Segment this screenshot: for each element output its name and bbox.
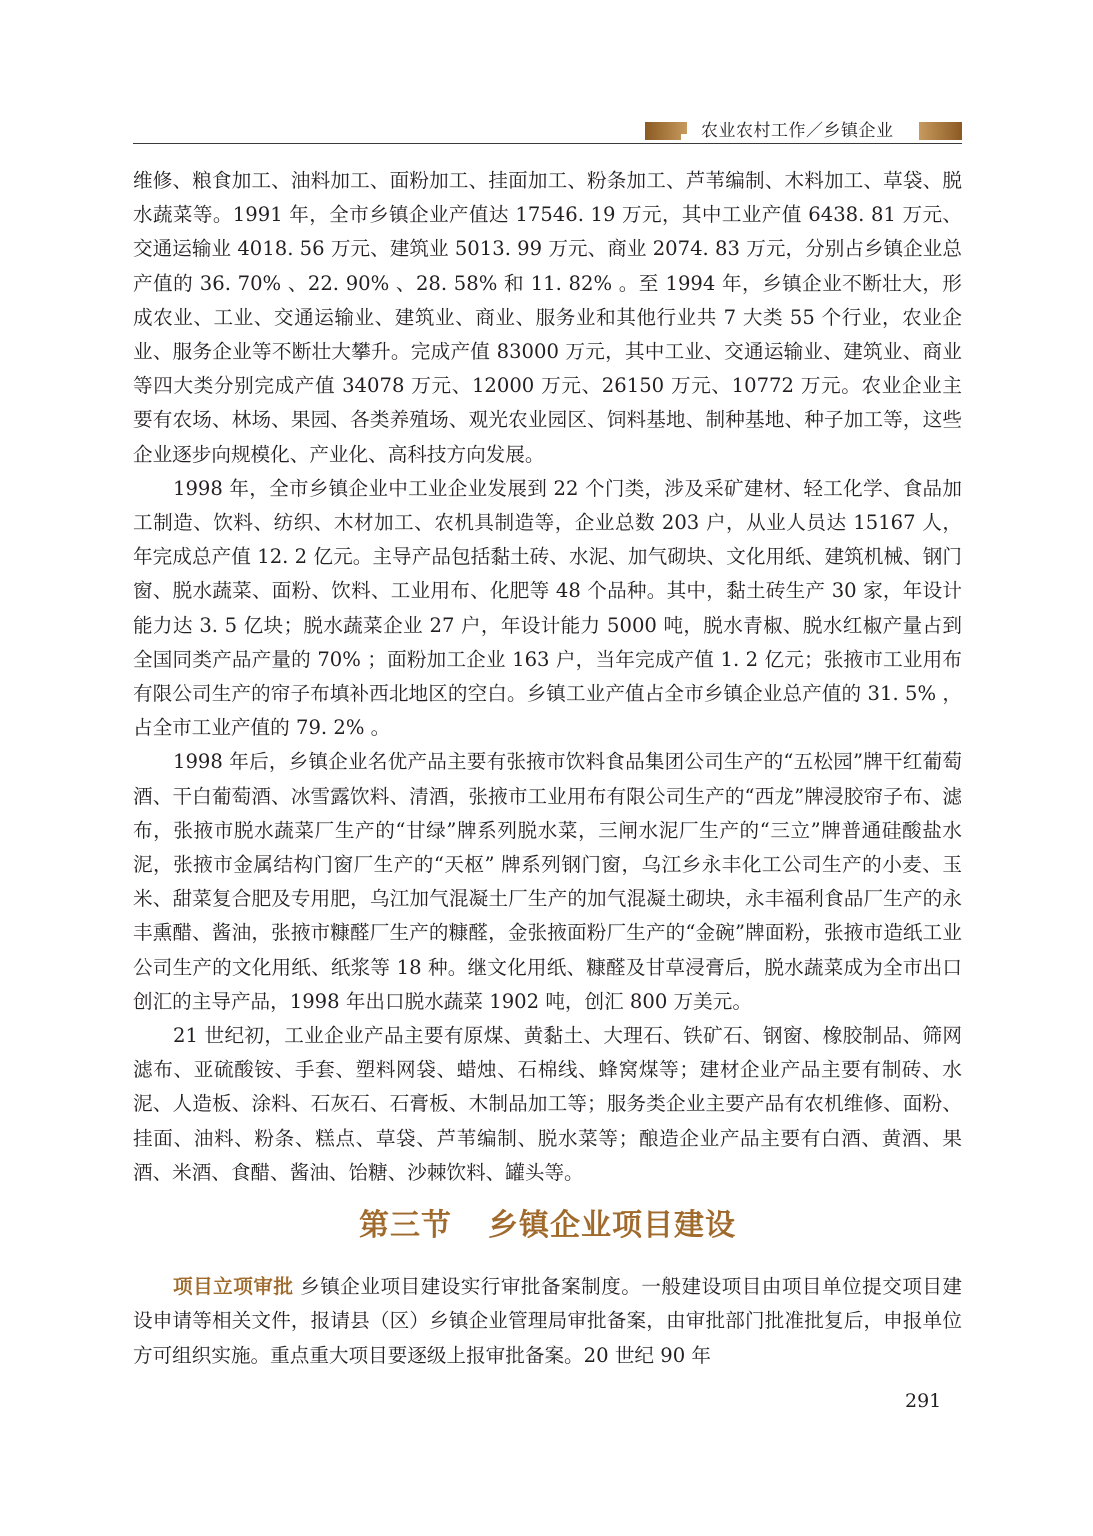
page-number: 291 <box>905 1390 942 1412</box>
subsection-lead: 项目立项审批 <box>173 1275 294 1299</box>
body-paragraph-3: 1998 年后，乡镇企业名优产品主要有张掖市饮料食品集团公司生产的“五松园”牌干红葡萄酒、干白葡萄酒、冰雪露饮料、清酒，张掖市工业用布有限公司生产的“西龙”牌浸胶帘子布、滤布，张掖市脱水蔬菜厂生产的“甘绿”牌系列脱水菜，三闸水泥厂生产的“三立”牌普通硅酸盐水泥，张掖市金属结构门窗厂生产的“天枢” 牌系列钢门窗，乌江乡永丰化工公司生产的小麦、玉米、甜菜复合肥及专用肥，乌江加气混凝土厂生产的加气混凝土砌块，永丰福利食品厂生产的永丰熏醋、酱油，张掖市糠醛厂生产的糠醛，金张掖面粉厂生产的“金碗”牌面粉，张掖市造纸工业公司生产的文化用纸、纸浆等 18 种。继文化用纸、糠醛及甘草浸膏后，脱水蔬菜成为全市出口创汇的主导产品，1998 年出口脱水蔬菜 1902 吨，创汇 800 万美元。 <box>133 750 962 1013</box>
page-body <box>133 164 962 1373</box>
body-paragraph-2: 1998 年，全市乡镇企业中工业企业发展到 22 个门类，涉及采矿建材、轻工化学、食品加工制造、饮料、纺织、木材加工、农机具制造等，企业总数 203 户，从业人员达 15167 人，年完成总产值 12. 2 亿元。主导产品包括黏土砖、水泥、加气砌块、文化用纸、建筑机械、钢门窗、脱水蔬菜、面粉、饮料、工业用布、化肥等 48 个品种。其中，黏土砖生产 30 家，年设计能力达 3. 5 亿块；脱水蔬菜企业 27 户，年设计能力 5000 吨，脱水青椒、脱水红椒产量占到全国同类产品产量的 70% ；面粉加工企业 163 户，当年完成产值 1. 2 亿元；张掖市工业用布有限公司生产的帘子布填补西北地区的空白。乡镇工业产值占全市乡镇企业总产值的 31. 5% ，占全市工业产值的 79. 2% 。 <box>133 476 962 740</box>
section-heading <box>133 1204 962 1248</box>
body-paragraph-1: 维修、粮食加工、油料加工、面粉加工、挂面加工、粉条加工、芦苇编制、木料加工、草袋、脱水蔬菜等。1991 年，全市乡镇企业产值达 17546. 19 万元，其中工业产值 6438. 81 万元、交通运输业 4018. 56 万元、建筑业 5013. 99 万元、商业 2074. 83 万元，分别占乡镇企业总产值的 36. 70% 、22. 90% 、28. 58% 和 11. 82% 。至 1994 年，乡镇企业不断壮大，形成农业、工业、交通运输业、建筑业、商业、服务业和其他行业共 7 大类 55 个行业，农业企业、服务企业等不断壮大攀升。完成产值 83000 万元，其中工业、交通运输业、建筑业、商业等四大类分别完成产值 34078 万元、12000 万元、26150 万元、10772 万元。农业企业主要有农场、林场、果园、各类养殖场、观光农业园区、饲料基地、制种基地、种子加工等，这些企业逐步向规模化、产业化、高科技方向发展。 <box>133 169 962 466</box>
subsection-text: 乡镇企业项目建设实行审批备案制度。一般建设项目由项目单位提交项目建设申请等相关文件，报请县（区）乡镇企业管理局审批备案，由审批部门批准批复后，申报单位方可组织实施。重点重大项目要逐级上报审批备案。20 世纪 90 年 <box>133 1275 963 1367</box>
header-rule <box>133 143 962 144</box>
section-title: 乡镇企业项目建设 <box>488 1208 736 1244</box>
running-header <box>133 118 962 146</box>
section-number: 第三节 <box>359 1208 452 1244</box>
header-decor-notch <box>681 134 687 140</box>
subsection-paragraph <box>133 1270 962 1373</box>
header-decor-bar-right <box>919 122 962 140</box>
running-header-title: 农业农村工作／乡镇企业 <box>701 121 894 141</box>
body-paragraph-4: 21 世纪初，工业企业产品主要有原煤、黄黏土、大理石、铁矿石、钢窗、橡胶制品、筛网滤布、亚硫酸铵、手套、塑料网袋、蜡烛、石棉线、蜂窝煤等；建材企业产品主要有制砖、水泥、人造板、涂料、石灰石、石膏板、木制品加工等；服务类企业主要产品有农机维修、面粉、挂面、油料、粉条、糕点、草袋、芦苇编制、脱水菜等；酿造企业产品主要有白酒、黄酒、果酒、米酒、食醋、酱油、饴糖、沙棘饮料、罐头等。 <box>133 1024 962 1184</box>
